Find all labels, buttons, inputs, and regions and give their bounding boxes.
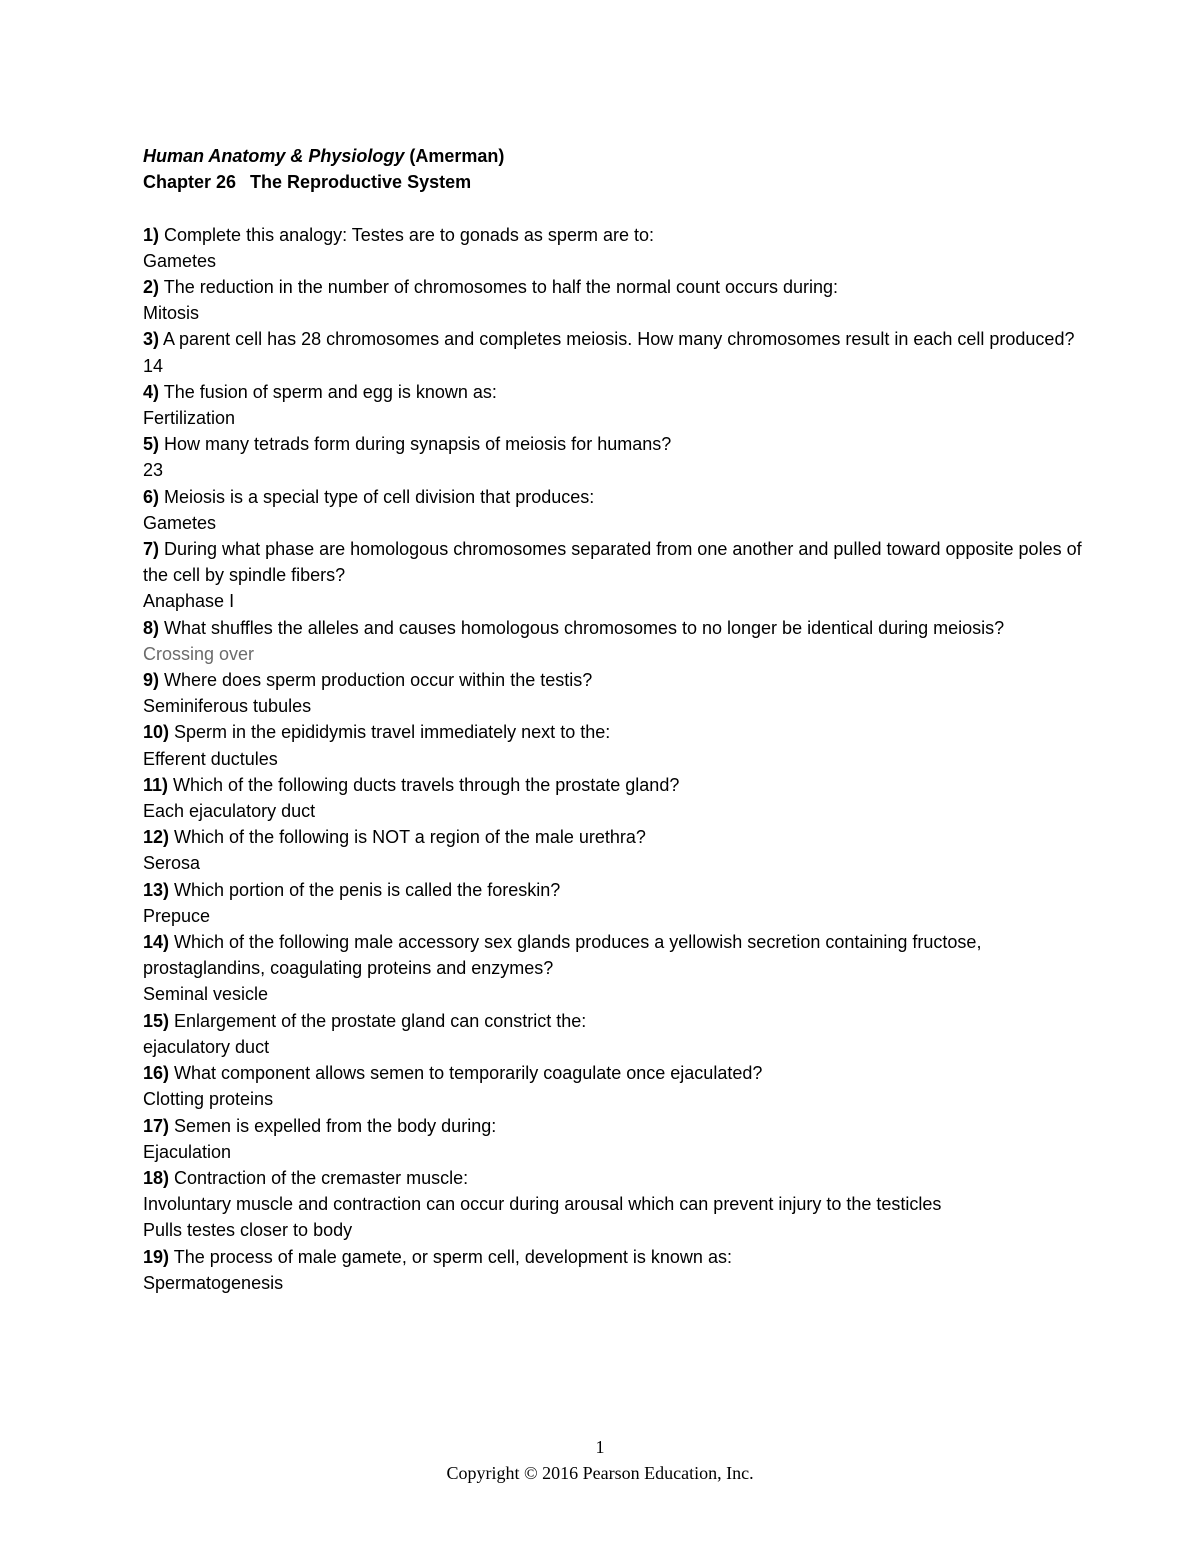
answer-5: 23 bbox=[143, 460, 164, 481]
answer-7: Anaphase I bbox=[143, 591, 235, 612]
question-19: 19) The process of male gamete, or sperm cell, development is known as: bbox=[143, 1246, 732, 1267]
answer-8: Crossing over bbox=[143, 643, 255, 664]
question-18: 18) Contraction of the cremaster muscle: bbox=[143, 1167, 469, 1188]
question-16: 16) What component allows semen to temporarily coagulate once ejaculated? bbox=[143, 1063, 763, 1084]
answer-17: Ejaculation bbox=[143, 1141, 232, 1162]
answer-15: ejaculatory duct bbox=[143, 1036, 270, 1057]
question-3: 3) A parent cell has 28 chromosomes and completes meiosis. How many chromosomes result in each cell produced? bbox=[143, 329, 1075, 350]
answer-6: Gametes bbox=[143, 512, 217, 533]
copyright-notice: Copyright © 2016 Pearson Education, Inc. bbox=[446, 1463, 754, 1483]
chapter-title: The Reproductive System bbox=[250, 172, 472, 193]
page-footer bbox=[0, 1434, 1200, 1486]
answer-13: Prepuce bbox=[143, 905, 211, 926]
answer-18: Involuntary muscle and contraction can occur during arousal which can prevent injury to the testicles bbox=[143, 1194, 942, 1215]
question-17: 17) Semen is expelled from the body during: bbox=[143, 1115, 497, 1136]
answer-4: Fertilization bbox=[143, 408, 236, 429]
question-15: 15) Enlargement of the prostate gland can constrict the: bbox=[143, 1010, 587, 1031]
book-title: Human Anatomy & Physiology bbox=[143, 146, 405, 166]
question-12: 12) Which of the following is NOT a region of the male urethra? bbox=[143, 827, 646, 848]
question-8: 8) What shuffles the alleles and causes homologous chromosomes to no longer be identical during meiosis? bbox=[143, 617, 1005, 638]
question-9: 9) Where does sperm production occur within the testis? bbox=[143, 670, 593, 691]
answer-14: Seminal vesicle bbox=[143, 984, 269, 1005]
question-11: 11) Which of the following ducts travels through the prostate gland? bbox=[143, 774, 680, 795]
question-14: 14) Which of the following male accessory sex glands produces a yellowish secretion containing fructose, prostaglandins, coagulating proteins and enzymes? bbox=[143, 932, 982, 979]
question-1: 1) Complete this analogy: Testes are to gonads as sperm are to: bbox=[143, 224, 654, 245]
question-10: 10) Sperm in the epididymis travel immediately next to the: bbox=[143, 722, 611, 743]
question-2: 2) The reduction in the number of chromosomes to half the normal count occurs during: bbox=[143, 277, 839, 297]
answer-12: Serosa bbox=[143, 853, 201, 874]
question-7: 7) During what phase are homologous chromosomes separated from one another and pulled toward opposite poles of the cell by spindle fibers? bbox=[143, 539, 1082, 586]
question-4: 4) The fusion of sperm and egg is known as: bbox=[143, 381, 497, 402]
answer-10: Efferent ductules bbox=[143, 748, 278, 769]
answer-19: Spermatogenesis bbox=[143, 1272, 284, 1293]
document-body bbox=[143, 143, 1083, 1296]
question-6: 6) Meiosis is a special type of cell division that produces: bbox=[143, 486, 595, 507]
book-title-line bbox=[143, 143, 1083, 169]
answer-18-extra: Pulls testes closer to body bbox=[143, 1220, 353, 1241]
spacer bbox=[143, 195, 1083, 221]
question-13: 13) Which portion of the penis is called the foreskin? bbox=[143, 879, 561, 900]
chapter-label: Chapter 26 bbox=[143, 172, 237, 193]
answer-11: Each ejaculatory duct bbox=[143, 801, 316, 822]
answer-2: Mitosis bbox=[143, 303, 200, 324]
answer-3: 14 bbox=[143, 355, 164, 376]
book-author: (Amerman) bbox=[409, 146, 505, 166]
chapter-heading bbox=[143, 169, 1083, 195]
page-number: 1 bbox=[595, 1437, 605, 1457]
answer-16: Clotting proteins bbox=[143, 1089, 274, 1110]
answer-9: Seminiferous tubules bbox=[143, 696, 312, 717]
question-5: 5) How many tetrads form during synapsis of meiosis for humans? bbox=[143, 434, 672, 455]
answer-1: Gametes bbox=[143, 250, 217, 271]
